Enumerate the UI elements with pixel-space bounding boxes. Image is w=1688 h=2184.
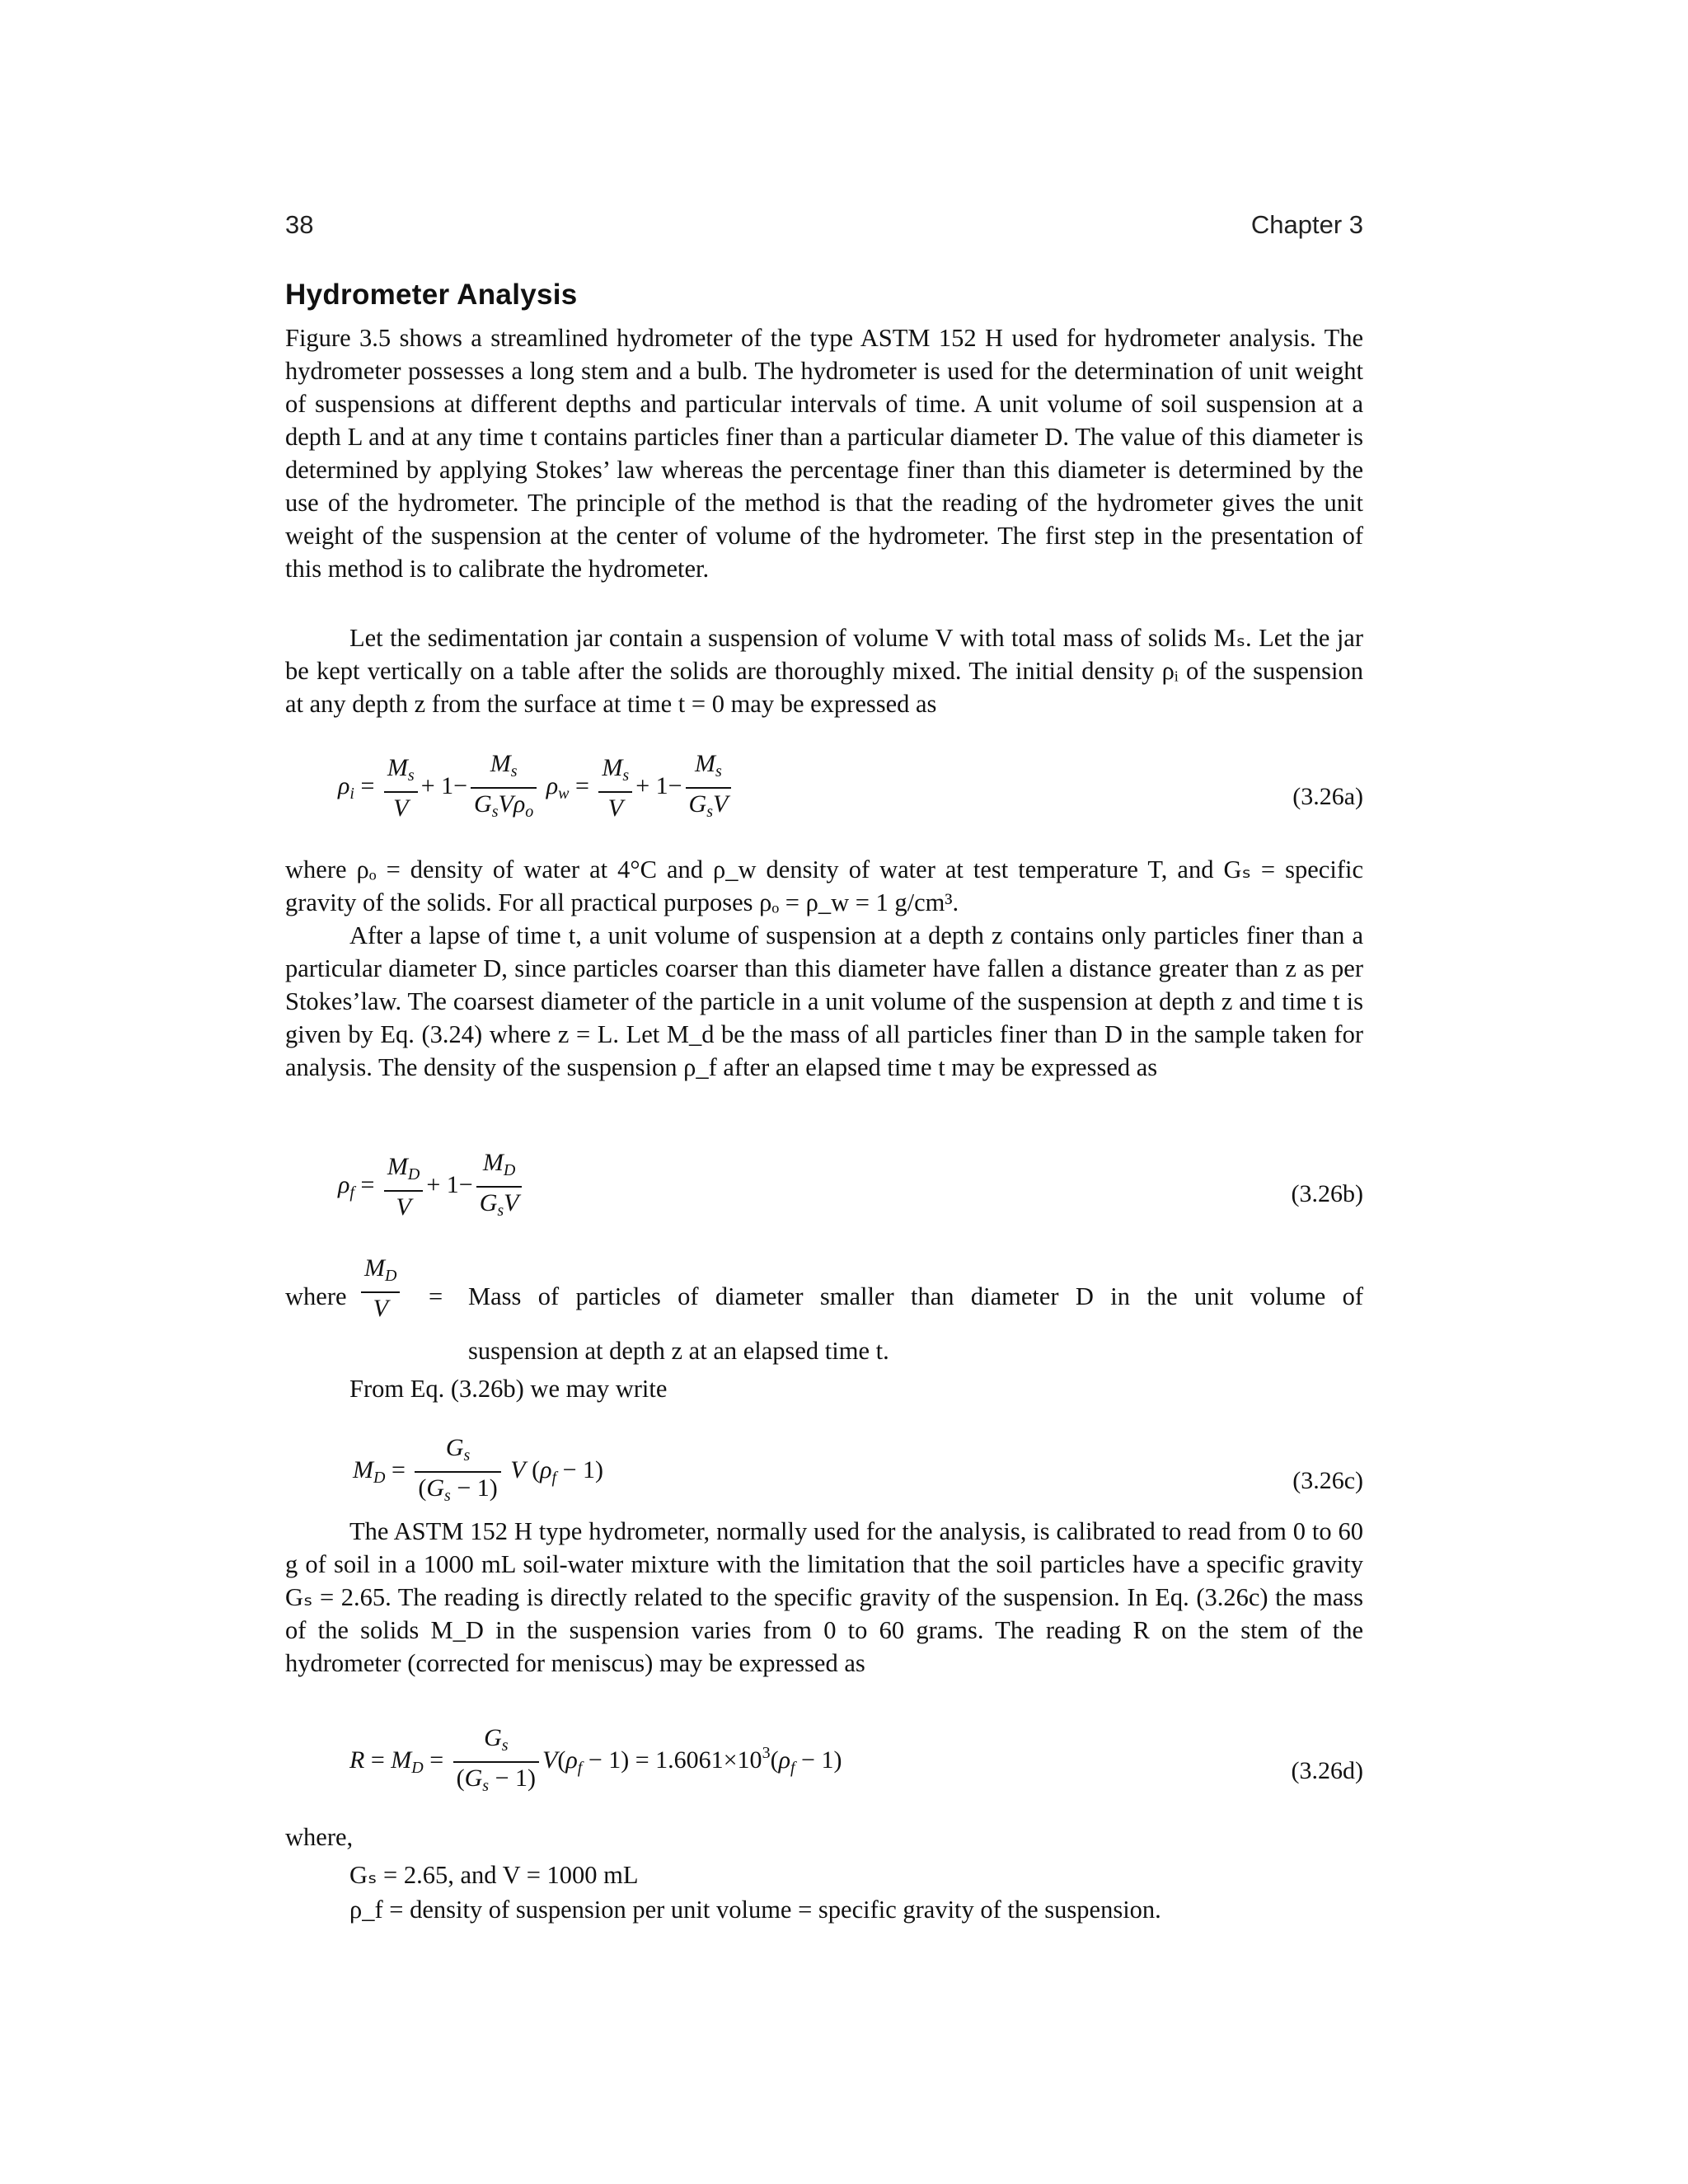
equation-3-26c: $M_D$ = $\frac{G_s}{(G_s - 1)}$ V $(\rho_f - 1)$ <box>353 1434 603 1505</box>
where-equals: = <box>429 1282 443 1310</box>
paragraph-sedimentation: Let the sedimentation jar contain a suspension of volume V with total mass of solids Mₛ. Let the jar be kept vertically on a table after the solids are thoroughly mixed. The initial density ρᵢ of the suspension at any depth z from the surface at time t = 0 may be expressed as <box>285 624 1363 718</box>
from-equation-text: From Eq. (3.26b) we may write <box>349 1375 668 1403</box>
equation-3-26b: $\rho_f$ = $\frac{M_D}{V}$ + 1− $\frac{M_D}{G_sV}$ <box>338 1147 525 1226</box>
paragraph-astm-calibration: The ASTM 152 H type hydrometer, normally used for the analysis, is calibrated to read from 0 to 60 g of soil in a 1000 mL soil-water mixture with the limitation that the soil particles have a specific gravity Gₛ = 2.65. The reading is directly related to the specific gravity of the suspension. In Eq. (3.26c) the mass of the solids M_D in the suspension varies from 0 to 60 grams. The reading R on the stem of the hydrometer (corrected for meniscus) may be expressed as <box>285 1517 1363 1677</box>
equation-number-3-26c: (3.26c) <box>1292 1467 1363 1494</box>
section-heading: Hydrometer Analysis <box>285 279 578 311</box>
page-number: 38 <box>285 210 314 239</box>
equation-3-26d: $R = M_D$ = $\frac{G_s}{(G_s - 1)}$ $V(\rho_f - 1) = 1.6061\times 10^3(\rho_f - 1)$ <box>349 1724 842 1795</box>
where-line-gs-v: Gₛ = 2.65, and V = 1000 mL <box>349 1861 639 1889</box>
where-label-2: where, <box>285 1823 354 1851</box>
md-over-v-fraction: $\frac{M_D}{V}$ <box>358 1253 403 1324</box>
where-definition: Mass of particles of diameter smaller than diameter D in the unit volume of <box>468 1282 1363 1310</box>
paragraph-where-densities: where ρₒ = density of water at 4°C and ρ_w density of water at test temperature T, and Gₛ = specific gravity of the solids. For all practical purposes ρₒ = ρ_w = 1 g/cm³. <box>285 855 1363 916</box>
where-definition-continued: suspension at depth z at an elapsed time t. <box>468 1337 889 1365</box>
where-label: where <box>285 1282 347 1310</box>
paragraph-lapse-of-time: After a lapse of time t, a unit volume of suspension at a depth z contains only particles finer than a particular diameter D, since particles coarser than this diameter have fallen a distance greater than z as per Stokes’law. The coarsest diameter of the particle in a unit volume of the suspension at depth z and time t is given by Eq. (3.24) where z = L. Let M_d be the mass of all particles finer than D in the sample taken for analysis. The density of the suspension ρ_f after an elapsed time t may be expressed as <box>285 921 1363 1081</box>
equation-3-26a: $\rho_i$ = $\frac{M_s}{V}$ + 1− $\frac{M_s}{G_sV\rho_o}$ $\rho_w$ = $\frac{M_s}{V}$ + 1− $\frac{M_s}{G_sV}$ <box>338 748 734 827</box>
equation-number-3-26b: (3.26b) <box>1291 1180 1363 1207</box>
chapter-label: Chapter 3 <box>1250 210 1363 239</box>
paragraph-intro: Figure 3.5 shows a streamlined hydrometer of the type ASTM 152 H used for hydrometer analysis. The hydrometer possesses a long stem and a bulb. The hydrometer is used for the determination of unit weight of suspensions at different depths and particular intervals of time. A unit volume of soil suspension at a depth L and at any time t contains particles finer than a particular diameter D. The value of this diameter is determined by applying Stokes’ law whereas the percentage finer than this diameter is determined by the use of the hydrometer. The principle of the method is that the reading of the hydrometer gives the unit weight of the suspension at the center of volume of the hydrometer. The first step in the presentation of this method is to calibrate the hydrometer. <box>285 324 1363 583</box>
equation-number-3-26a: (3.26a) <box>1292 783 1363 810</box>
where-line-rho-f: ρ_f = density of suspension per unit volume = specific gravity of the suspension. <box>349 1896 1161 1924</box>
equation-number-3-26d: (3.26d) <box>1291 1757 1363 1784</box>
